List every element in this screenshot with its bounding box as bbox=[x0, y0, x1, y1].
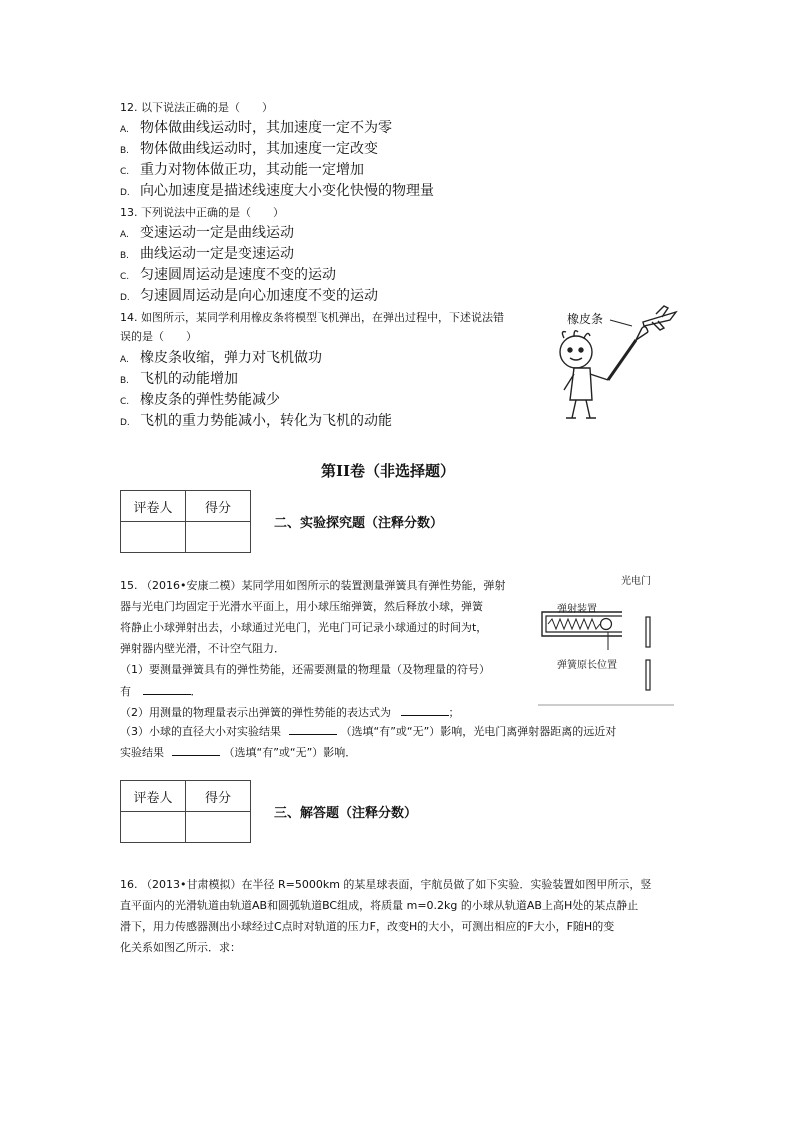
q15-part1: （1）要测量弹簧具有的弹性势能，还需要测量的物理量（及物理量的符号） bbox=[120, 663, 490, 676]
section3-heading: 三、解答题（注释分数） bbox=[274, 806, 418, 821]
q14-option-a: A. 橡皮条收缩，弹力对飞机做功 bbox=[120, 350, 322, 366]
score-table-1 bbox=[120, 490, 251, 553]
q12-option-a: A. 物体做曲线运动时，其加速度一定不为零 bbox=[120, 120, 392, 136]
score-cell[interactable] bbox=[186, 812, 251, 843]
score-header: 得分 bbox=[186, 491, 251, 522]
q15-part3: （3）小球的直径大小对实验结果 （选填“有”或“无”）影响，光电门离弹射器距离的远近对 bbox=[120, 722, 616, 739]
q13-option-a: A. 变速运动一定是曲线运动 bbox=[120, 225, 294, 241]
q14-option-b: B. 飞机的动能增加 bbox=[120, 371, 238, 387]
rubber-band-label: 橡皮条 bbox=[567, 312, 604, 326]
q13-option-b: B. 曲线运动一定是变速运动 bbox=[120, 246, 294, 262]
answer-blank-4[interactable] bbox=[172, 743, 220, 756]
q14-stem-line1: 14. 如图所示，某同学利用橡皮条将模型飞机弹出，在弹出过程中，下述说法错 bbox=[120, 311, 504, 324]
q16-line3: 滑下，用力传感器测出小球经过C点时对轨道的压力F，改变H的大小，可测出相应的F大小，F随H的变 bbox=[120, 920, 615, 933]
q16-line1: 16. （2013•甘肃模拟）在半径 R=5000km 的某星球表面，宇航员做了如下实验．实验装置如图甲所示，竖 bbox=[120, 878, 652, 891]
q12-option-d: D. 向心加速度是描述线速度大小变化快慢的物理量 bbox=[120, 183, 434, 199]
answer-blank-1[interactable] bbox=[143, 682, 191, 695]
q16-line2: 直平面内的光滑轨道由轨道AB和圆弧轨道BC组成，将质量 m=0.2kg 的小球从轨道AB上高H处的某点静止 bbox=[120, 899, 639, 912]
grader-cell[interactable] bbox=[121, 812, 186, 843]
q15-part3-cont: 实验结果 （选填“有”或“无”）影响． bbox=[120, 743, 356, 760]
q13-stem: 13. 下列说法中正确的是（ ） bbox=[120, 206, 284, 219]
q15-figure bbox=[538, 570, 674, 706]
q12-option-b: B. 物体做曲线运动时，其加速度一定改变 bbox=[120, 141, 378, 157]
section2-heading: 二、实验探究题（注释分数） bbox=[274, 516, 444, 531]
score-header: 得分 bbox=[186, 781, 251, 812]
score-table-2 bbox=[120, 780, 251, 843]
spring-launcher-diagram bbox=[538, 570, 674, 706]
q12-stem: 12. 以下说法正确的是（ ） bbox=[120, 101, 273, 114]
q14-option-c: C. 橡皮条的弹性势能减少 bbox=[120, 392, 280, 408]
grader-cell[interactable] bbox=[121, 522, 186, 553]
q15-line4: 弹射器内壁光滑，不计空气阻力． bbox=[120, 642, 285, 655]
q14-option-d: D. 飞机的重力势能减小，转化为飞机的动能 bbox=[120, 413, 392, 429]
part2-title: 第II卷（非选择题） bbox=[321, 462, 456, 480]
q16-line4: 化关系如图乙所示．求： bbox=[120, 941, 241, 954]
q13-option-d: D. 匀速圆周运动是向心加速度不变的运动 bbox=[120, 288, 378, 304]
answer-blank-2[interactable] bbox=[401, 703, 449, 716]
grader-header: 评卷人 bbox=[121, 491, 186, 522]
score-cell[interactable] bbox=[186, 522, 251, 553]
q15-part2: （2）用测量的物理量表示出弹簧的弹性势能的表达式为 ； bbox=[120, 703, 460, 720]
spring-natural-length-label: 弹簧原长位置 bbox=[557, 660, 617, 671]
q15-part1-answer: 有 ． bbox=[120, 682, 202, 699]
q12-option-c: C. 重力对物体做正功，其动能一定增加 bbox=[120, 162, 364, 178]
q15-line2: 器与光电门均固定于光滑水平面上，用小球压缩弹簧，然后释放小球，弹簧 bbox=[120, 600, 483, 613]
photo-gate-label: 光电门 bbox=[621, 576, 651, 587]
q14-stem-line2: 误的是（ ） bbox=[120, 330, 197, 343]
launcher-label: 弹射装置 bbox=[557, 604, 597, 615]
q15-line1: 15. （2016•安康二模）某同学用如图所示的装置测量弹簧具有弹性势能，弹射 bbox=[120, 579, 506, 592]
grader-header: 评卷人 bbox=[121, 781, 186, 812]
q13-option-c: C. 匀速圆周运动是速度不变的运动 bbox=[120, 267, 336, 283]
q15-line3: 将静止小球弹射出去，小球通过光电门，光电门可记录小球通过的时间为t， bbox=[120, 621, 488, 634]
answer-blank-3[interactable] bbox=[289, 722, 337, 735]
